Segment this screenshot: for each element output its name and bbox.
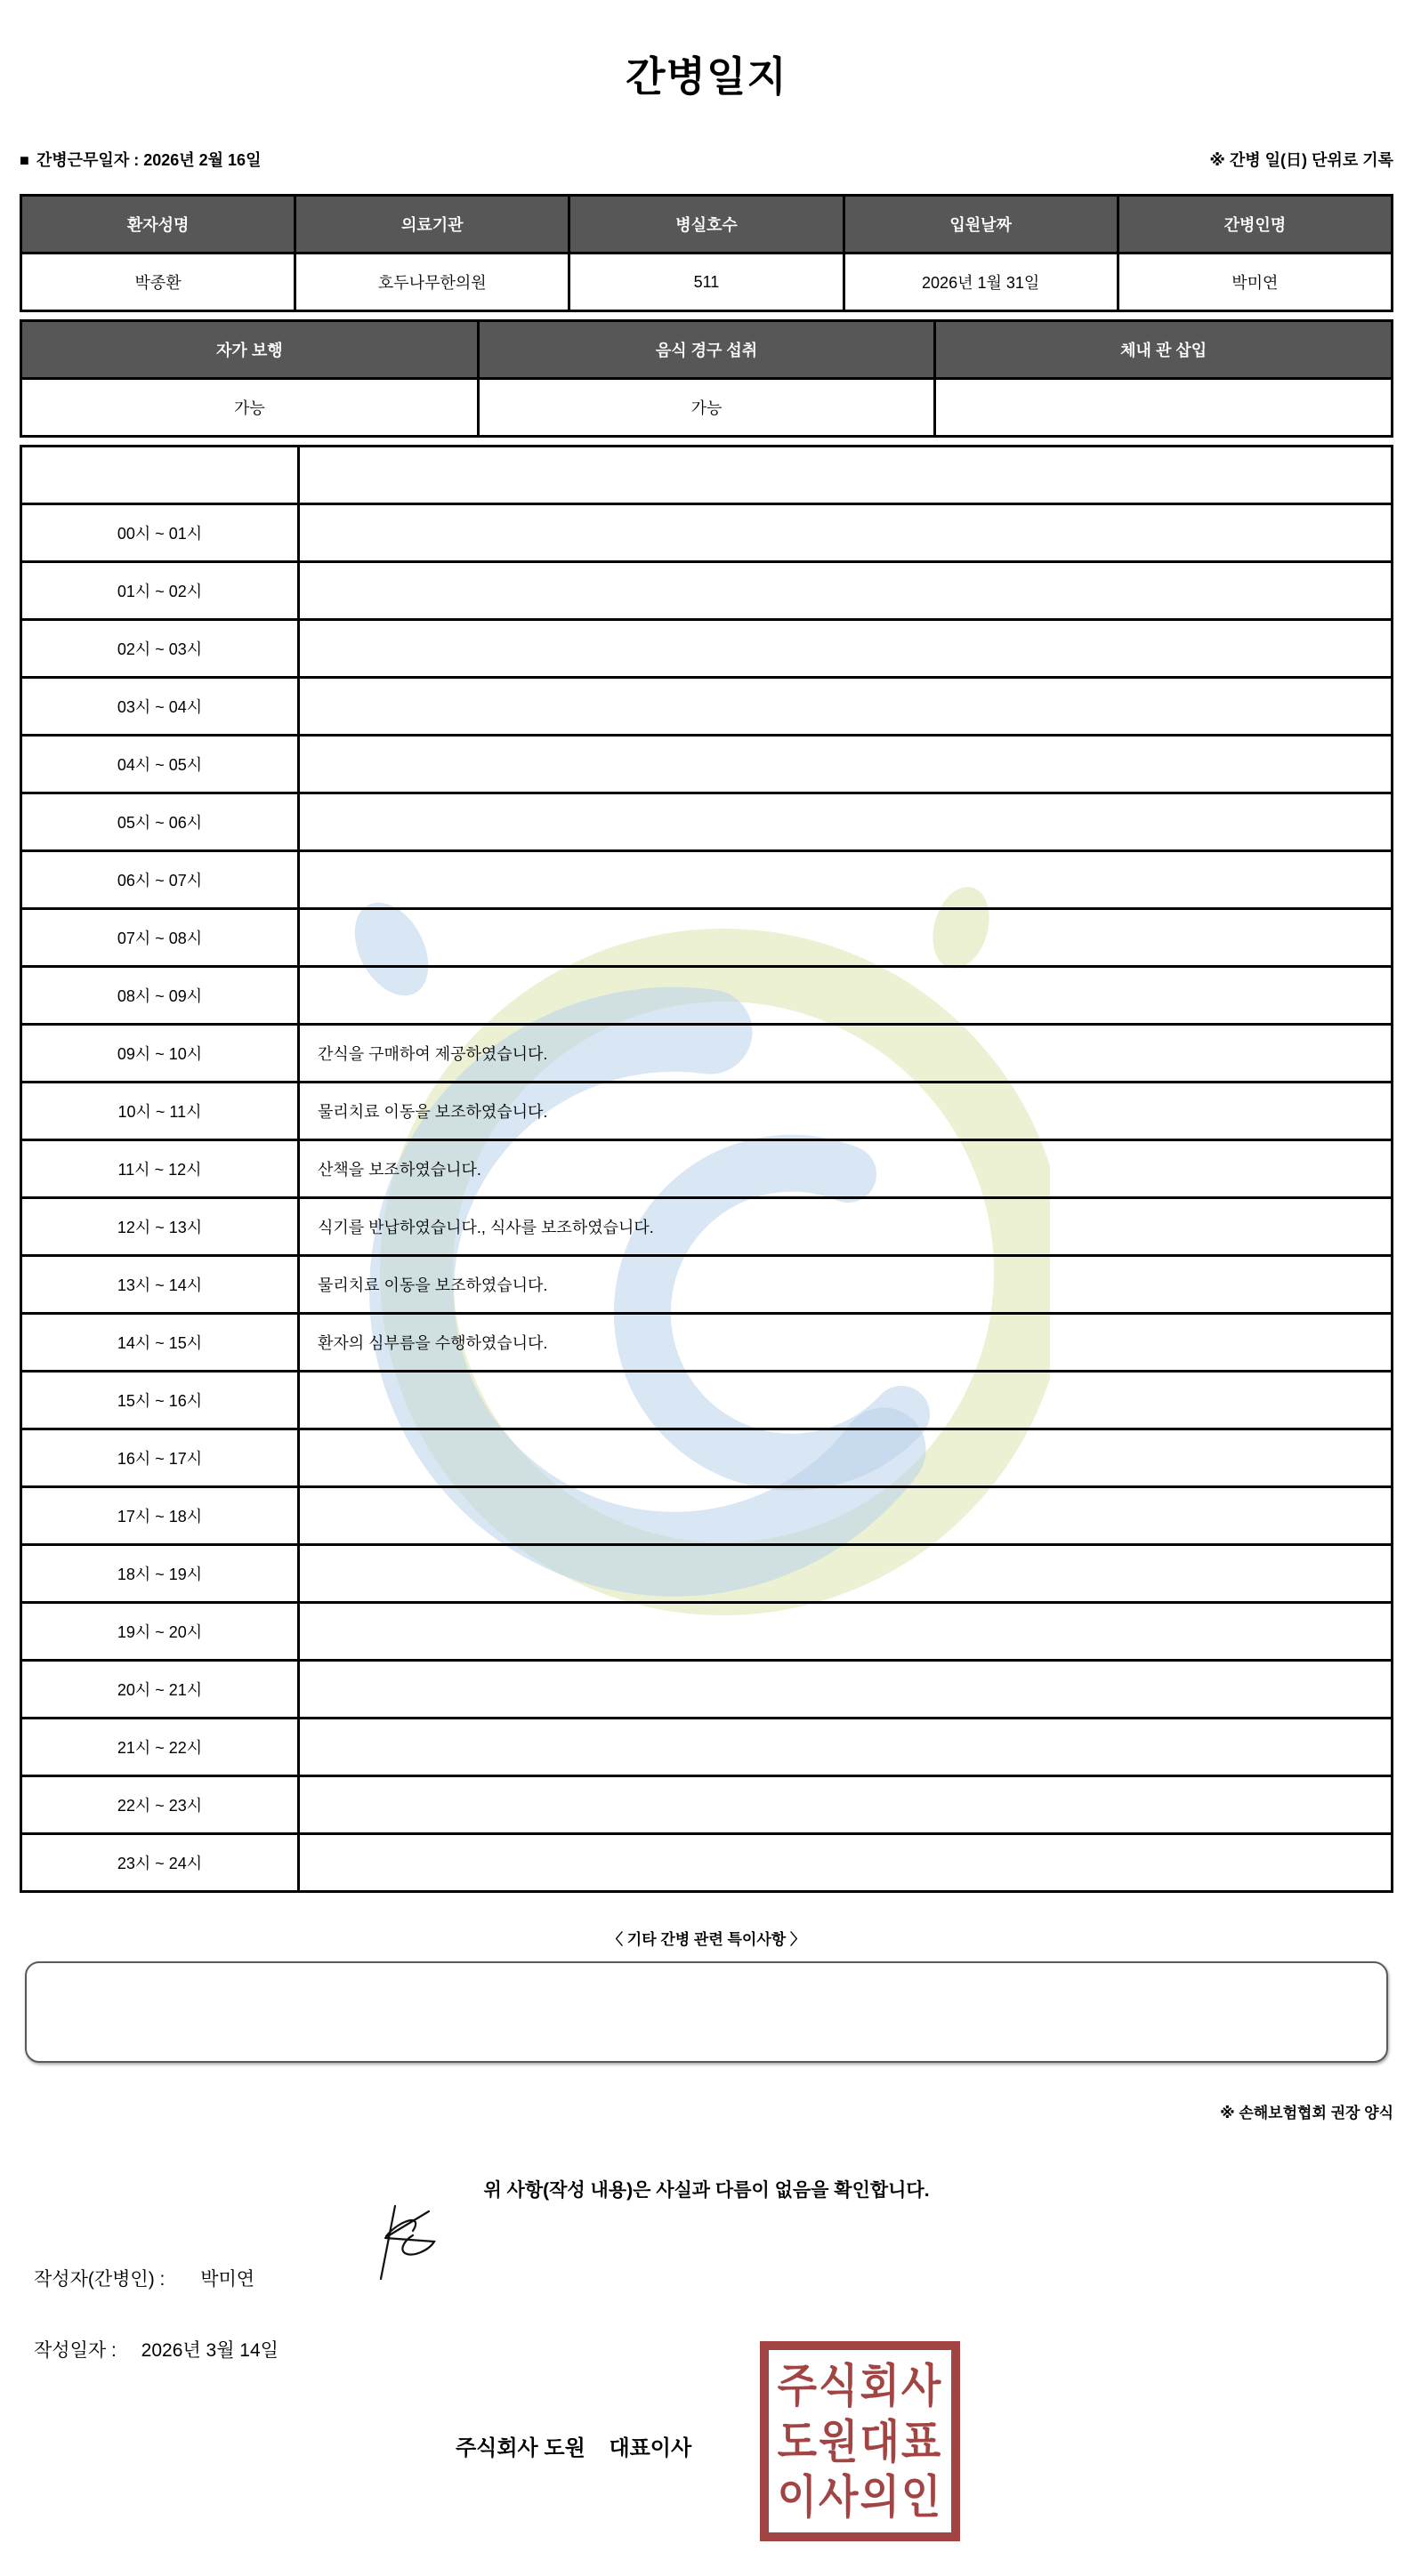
- special-notes-heading: 〈 기타 간병 관련 특이사항 〉: [608, 1931, 805, 1948]
- log-table-row: [21, 504, 1393, 562]
- log-table-body: [21, 504, 1393, 1892]
- stamp-line-2: 도원대표: [777, 2415, 943, 2467]
- oral-intake-header: 음식 경구 섭취: [478, 321, 935, 379]
- log-table-row: [21, 909, 1393, 967]
- company-name-line: 주식회사 도원 대표이사: [456, 2436, 692, 2460]
- patient-value-row: [21, 254, 1393, 311]
- patient-header-row: [21, 196, 1393, 254]
- care-content-header: 간병 내용: [299, 447, 1393, 504]
- care-content-cell: 물리치료 이동을 보조하였습니다.: [299, 1256, 1393, 1314]
- care-content-cell: 산책을 보조하였습니다.: [299, 1140, 1393, 1198]
- time-range-cell: 07시 ~ 08시: [21, 909, 299, 967]
- log-table-row: [21, 620, 1393, 678]
- form-note: ※ 손해보험협회 권장 양식: [1220, 2105, 1393, 2121]
- time-range-cell: 05시 ~ 06시: [21, 793, 299, 851]
- care-content-cell: [299, 1372, 1393, 1429]
- time-range-cell: 11시 ~ 12시: [21, 1140, 299, 1198]
- log-table-row: [21, 1198, 1393, 1256]
- condition-table: [20, 319, 1393, 438]
- self-walking-header: 자가 보행: [21, 321, 479, 379]
- black-square-icon: ■: [20, 151, 29, 169]
- caregiver-name-header: 간병인명: [1118, 196, 1392, 254]
- room-number-cell: 511: [569, 254, 844, 311]
- time-range-cell: 12시 ~ 13시: [21, 1198, 299, 1256]
- log-table-row: [21, 1603, 1393, 1661]
- log-table-row: [21, 1487, 1393, 1545]
- care-content-cell: [299, 1776, 1393, 1834]
- medical-institution-cell: 호두나무한의원: [295, 254, 569, 311]
- log-table-row: [21, 967, 1393, 1025]
- log-table-row: [21, 678, 1393, 736]
- log-table-row: [21, 1314, 1393, 1372]
- log-table-row: [21, 1661, 1393, 1719]
- company-seal-stamp: [760, 2341, 960, 2541]
- medical-institution-header: 의료기관: [295, 196, 569, 254]
- log-header-row: [21, 447, 1393, 504]
- patient-name-header: 환자성명: [21, 196, 295, 254]
- care-content-cell: 식기를 반납하였습니다., 식사를 보조하였습니다.: [299, 1198, 1393, 1256]
- page-title: 간병일지: [626, 53, 787, 100]
- condition-value-row: [21, 379, 1393, 437]
- care-content-cell: [299, 1834, 1393, 1892]
- care-work-date-label: 간병근무일자 :: [36, 151, 140, 169]
- log-table-row: [21, 1083, 1393, 1140]
- condition-header-row: [21, 321, 1393, 379]
- log-table-row: [21, 1025, 1393, 1083]
- log-table-row: [21, 851, 1393, 909]
- care-content-cell: 환자의 심부름을 수행하였습니다.: [299, 1314, 1393, 1372]
- time-header: 시간: [21, 447, 299, 504]
- writer-label: 작성자(간병인) :: [34, 2269, 166, 2290]
- time-range-cell: 10시 ~ 11시: [21, 1083, 299, 1140]
- writer-name: 박미연: [200, 2269, 255, 2290]
- time-range-cell: 01시 ~ 02시: [21, 562, 299, 620]
- self-walking-cell: 가능: [21, 379, 479, 437]
- confirmation-statement: 위 사항(작성 내용)은 사실과 다름이 없음을 확인합니다.: [483, 2180, 930, 2201]
- time-range-cell: 22시 ~ 23시: [21, 1776, 299, 1834]
- time-range-cell: 04시 ~ 05시: [21, 736, 299, 793]
- log-table-row: [21, 1545, 1393, 1603]
- date-row: [34, 2336, 1413, 2363]
- time-range-cell: 02시 ~ 03시: [21, 620, 299, 678]
- care-content-cell: [299, 678, 1393, 736]
- room-number-header: 병실호수: [569, 196, 844, 254]
- patient-name-cell: 박종환: [21, 254, 295, 311]
- log-table-row: [21, 1429, 1393, 1487]
- time-range-cell: 23시 ~ 24시: [21, 1834, 299, 1892]
- log-table-row: [21, 1372, 1393, 1429]
- log-table-row: [21, 562, 1393, 620]
- time-range-cell: 15시 ~ 16시: [21, 1372, 299, 1429]
- care-content-cell: [299, 967, 1393, 1025]
- care-content-cell: [299, 1429, 1393, 1487]
- care-content-cell: [299, 1487, 1393, 1545]
- care-content-cell: [299, 1661, 1393, 1719]
- time-range-cell: 13시 ~ 14시: [21, 1256, 299, 1314]
- time-range-cell: 09시 ~ 10시: [21, 1025, 299, 1083]
- time-range-cell: 21시 ~ 22시: [21, 1719, 299, 1776]
- care-content-cell: [299, 504, 1393, 562]
- care-content-cell: [299, 909, 1393, 967]
- log-table-row: [21, 1776, 1393, 1834]
- tube-insertion-cell: [935, 379, 1393, 437]
- unit-note: ※ 간병 일(日) 단위로 기록: [1209, 151, 1393, 169]
- written-date-value: 2026년 3월 14일: [141, 2340, 279, 2361]
- time-range-cell: 20시 ~ 21시: [21, 1661, 299, 1719]
- log-table-row: [21, 1834, 1393, 1892]
- care-content-cell: [299, 562, 1393, 620]
- time-range-cell: 14시 ~ 15시: [21, 1314, 299, 1372]
- care-content-cell: [299, 1603, 1393, 1661]
- admission-date-header: 입원날짜: [844, 196, 1118, 254]
- log-table-row: [21, 1256, 1393, 1314]
- care-work-date-value: 2026년 2월 16일: [143, 151, 262, 169]
- care-content-cell: 간식을 구매하여 제공하였습니다.: [299, 1025, 1393, 1083]
- care-content-cell: [299, 793, 1393, 851]
- care-content-cell: [299, 851, 1393, 909]
- log-table-row: [21, 793, 1393, 851]
- writer-row: [34, 2265, 1413, 2291]
- time-range-cell: 17시 ~ 18시: [21, 1487, 299, 1545]
- stamp-line-3: 이사의인: [777, 2471, 943, 2524]
- meta-row: [20, 148, 1393, 171]
- time-range-cell: 06시 ~ 07시: [21, 851, 299, 909]
- care-content-cell: 물리치료 이동을 보조하였습니다.: [299, 1083, 1393, 1140]
- time-range-cell: 00시 ~ 01시: [21, 504, 299, 562]
- time-range-cell: 18시 ~ 19시: [21, 1545, 299, 1603]
- care-work-date-line: [20, 148, 261, 171]
- oral-intake-cell: 가능: [478, 379, 935, 437]
- tube-insertion-header: 체내 관 삽입: [935, 321, 1393, 379]
- special-notes-box: [25, 1961, 1388, 2063]
- time-range-cell: 03시 ~ 04시: [21, 678, 299, 736]
- care-content-cell: [299, 736, 1393, 793]
- care-content-cell: [299, 620, 1393, 678]
- time-range-cell: 16시 ~ 17시: [21, 1429, 299, 1487]
- stamp-line-1: 주식회사: [777, 2359, 943, 2411]
- time-range-cell: 08시 ~ 09시: [21, 967, 299, 1025]
- handwritten-signature: [377, 2202, 486, 2282]
- caregiver-name-cell: 박미연: [1118, 254, 1392, 311]
- care-content-cell: [299, 1719, 1393, 1776]
- care-content-cell: [299, 1545, 1393, 1603]
- time-range-cell: 19시 ~ 20시: [21, 1603, 299, 1661]
- log-table-row: [21, 1140, 1393, 1198]
- log-table-row: [21, 1719, 1393, 1776]
- admission-date-cell: 2026년 1월 31일: [844, 254, 1118, 311]
- patient-info-table: [20, 194, 1393, 312]
- written-date-label: 작성일자 :: [34, 2340, 117, 2361]
- care-log-table: [20, 445, 1393, 1893]
- log-table-row: [21, 736, 1393, 793]
